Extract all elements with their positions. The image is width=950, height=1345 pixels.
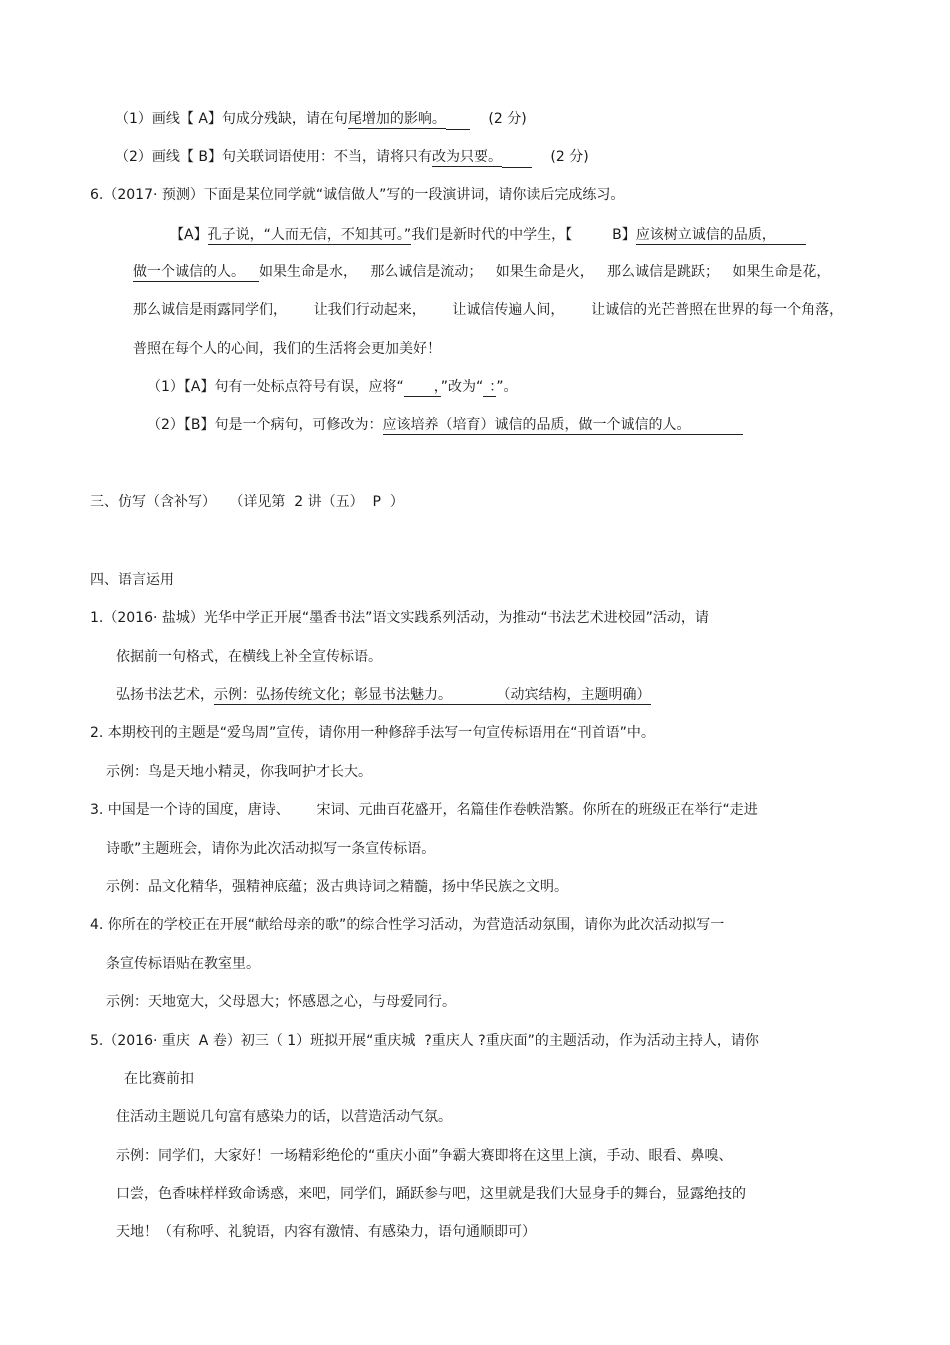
- section-4-heading: 四、语言运用: [90, 572, 174, 588]
- passage-text: 如果生命是水， 那么诚信是流动； 如果生命是火， 那么诚信是跳跃； 如果生命是花，: [259, 264, 831, 280]
- q6-sub-2: [147, 415, 743, 435]
- q6-sub-1: [147, 377, 518, 397]
- sub-2-question: （2）【B】句是一个病句，可修改为：: [147, 417, 383, 433]
- s4-q1-line-1: 1.（2016· 盐城）光华中学正开展“墨香书法”语文实践系列活动，为推动“书法艺术进校园”活动，请: [90, 610, 709, 626]
- item-1-score: (2 分): [488, 111, 527, 127]
- s4-q1-line-3: [116, 685, 651, 705]
- answer-blank: [502, 151, 532, 168]
- sentence-b-part-1: 应该树立诚信的品质，: [636, 227, 806, 245]
- s4-q5-line-1: 5.（2016· 重庆 A 卷）初三（ 1）班拟开展“重庆城 ?重庆人 ?重庆面”的主题活动，作为活动主持人，请你: [90, 1033, 759, 1049]
- s4-q2-example: 示例：鸟是天地小精灵，你我呵护才长大。: [106, 764, 372, 780]
- tag-b: B】: [612, 227, 636, 243]
- sub-1-mid: ”改为“: [440, 379, 484, 395]
- s4-q3-line-1: 3. 中国是一个诗的国度，唐诗、 宋词、元曲百花盛开，名篇佳作卷帙浩繁。你所在的班级正在举行“走进: [90, 802, 758, 818]
- s4-q2-line-1: 2. 本期校刊的主题是“爱鸟周”宣传，请你用一种修辞手法写一句宣传标语用在“刊首语”中。: [90, 725, 655, 741]
- q6-passage-line-4: 普照在每个人的心间，我们的生活将会更加美好！: [133, 341, 441, 357]
- s4-q1-answer: 示例：弘扬传统文化；彰显书法魅力。 （动宾结构，主题明确）: [214, 687, 651, 703]
- item-1-line: [115, 109, 527, 130]
- s4-q4-line-1: 4. 你所在的学校正在开展“献给母亲的歌”的综合性学习活动，为营造活动氛围，请你为此次活动拟写一: [90, 917, 725, 933]
- s4-q5-line-2: 在比赛前扣: [124, 1071, 194, 1087]
- sentence-a: 孔子说，“人而无信，不知其可。”: [207, 227, 412, 243]
- sub-1-end: ”。: [496, 379, 518, 395]
- sub-2-answer: 应该培养（培育）诚信的品质，做一个诚信的人。: [383, 417, 743, 435]
- item-1-answer: 尾增加的影响。: [347, 111, 446, 127]
- item-2-answer: 改为只要。: [431, 149, 502, 165]
- s4-q5-example-2: 口尝，色香味样样致命诱惑，来吧，同学们，踊跃参与吧，这里就是我们大显身手的舞台，显露绝技的: [116, 1186, 746, 1202]
- sub-1-question: （1）【A】句有一处标点符号有误，应将“: [147, 379, 404, 395]
- tag-a: 【A】: [170, 227, 208, 243]
- sub-1-mark-wrong: ，: [404, 379, 441, 397]
- s4-q1-line-2: 依据前一句格式，在横线上补全宣传标语。: [116, 649, 382, 665]
- sentence-b-part-2: 做一个诚信的人。: [133, 264, 259, 282]
- s4-q3-line-2: 诗歌”主题班会，请你为此次活动拟写一条宣传标语。: [106, 841, 436, 857]
- sub-1-mark-correct: ：: [483, 379, 496, 397]
- item-2-score: (2 分): [550, 149, 589, 165]
- s4-q1-prompt: 弘扬书法艺术，: [116, 687, 214, 703]
- item-2-line: [115, 147, 589, 168]
- answer-blank: [446, 113, 470, 130]
- q6-passage-line-3: 那么诚信是雨露同学们， 让我们行动起来， 让诚信传遍人间， 让诚信的光芒普照在世界的每一个角落，: [133, 302, 844, 318]
- q6-passage-line-1: [170, 225, 806, 245]
- s4-q4-example: 示例：天地宽大，父母恩大；怀感恩之心，与母爱同行。: [106, 994, 456, 1010]
- s4-q5-example-3: 天地！（有称呼、礼貌语，内容有激情、有感染力，语句通顺即可）: [116, 1224, 536, 1240]
- item-2-question: （2）画线【 B】句关联词语使用：不当，请将只有: [115, 149, 432, 165]
- s4-q4-line-2: 条宣传标语贴在教室里。: [106, 956, 260, 972]
- s4-q3-example: 示例：品文化精华，强精神底蕴；汲古典诗词之精髓，扬中华民族之文明。: [106, 879, 568, 895]
- q6-passage-line-2: [133, 262, 830, 282]
- s4-q5-example-1: 示例：同学们，大家好！一场精彩绝伦的“重庆小面”争霸大赛即将在这里上演，手动、眼看、鼻嗅、: [116, 1148, 733, 1164]
- section-3-heading: 三、仿写（含补写） （详见第 2 讲（五） P ）: [90, 494, 404, 510]
- passage-text: 我们是新时代的中学生，【: [411, 227, 573, 243]
- q6-heading: 6.（2017· 预测）下面是某位同学就“诚信做人”写的一段演讲词，请你读后完成练习。: [90, 187, 625, 203]
- s4-q5-line-3: 住活动主题说几句富有感染力的话，以营造活动气氛。: [116, 1109, 452, 1125]
- item-1-question: （1）画线【 A】句成分残缺，请在句: [115, 111, 348, 127]
